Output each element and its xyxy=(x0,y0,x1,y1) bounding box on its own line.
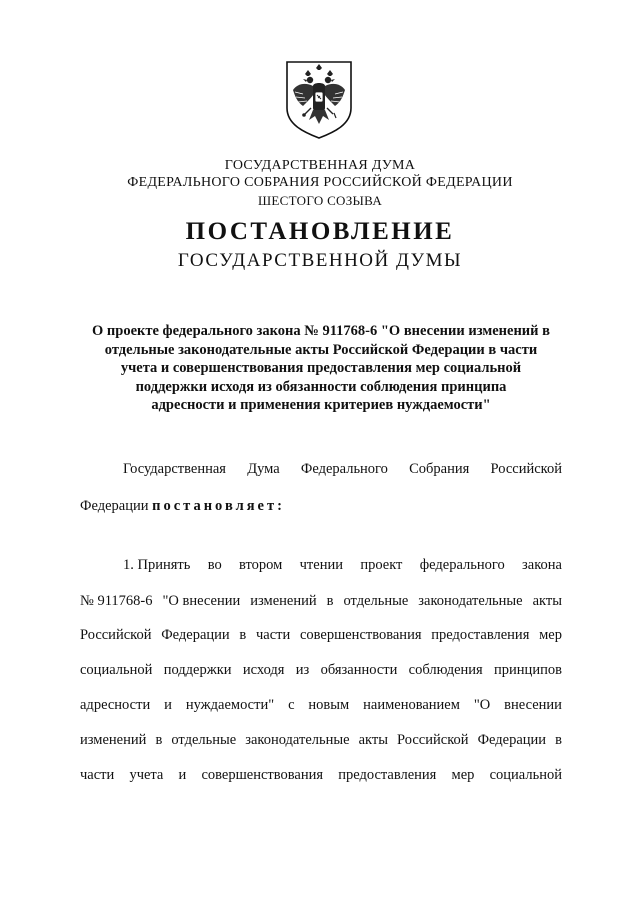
word: Российской xyxy=(397,732,469,748)
word: Федерации xyxy=(477,732,547,748)
word: во xyxy=(207,557,222,573)
word: в xyxy=(326,593,334,609)
paragraph-line xyxy=(80,556,562,574)
document-title: ПОСТАНОВЛЕНИЕ xyxy=(185,218,455,245)
word: проект xyxy=(360,557,403,573)
word: совершенствования xyxy=(201,767,324,783)
word: нуждаемости" xyxy=(185,697,275,713)
paragraph-line xyxy=(80,592,562,610)
word: учета xyxy=(129,767,164,783)
preamble-word: Дума xyxy=(247,461,280,477)
preamble-word: Российской xyxy=(490,461,562,477)
word: принципов xyxy=(494,662,562,678)
word: социальной xyxy=(489,767,562,783)
word: наименованием xyxy=(363,697,460,713)
word: соблюдения xyxy=(408,662,483,678)
word: федерального xyxy=(419,557,505,573)
word: в xyxy=(239,627,247,643)
word: предоставления xyxy=(431,627,530,643)
word: законодательные xyxy=(418,593,523,609)
document-subject xyxy=(80,322,562,415)
preamble-line-2 xyxy=(80,497,562,515)
preamble-word: Федерального xyxy=(300,461,388,477)
word: новым xyxy=(308,697,350,713)
word: совершенствования xyxy=(299,627,422,643)
word: втором xyxy=(239,557,283,573)
preamble-verb: постановляет: xyxy=(152,498,285,514)
word: социальной xyxy=(80,662,153,678)
word: и xyxy=(178,767,187,783)
word: 1. Принять xyxy=(123,557,191,573)
word: из xyxy=(295,662,310,678)
word: закона xyxy=(522,557,562,573)
paragraph-line xyxy=(80,626,562,644)
paragraph-line xyxy=(80,731,562,749)
word: поддержки xyxy=(163,662,232,678)
word: акты xyxy=(532,593,562,609)
word: законодательные xyxy=(245,732,350,748)
word: чтении xyxy=(299,557,343,573)
subject-line: О проекте федерального закона № 911768-6 "О внесении изменений в xyxy=(92,323,550,339)
word: внесении xyxy=(504,697,562,713)
paragraph-line xyxy=(80,696,562,714)
word: мер xyxy=(451,767,475,783)
word: в xyxy=(155,732,163,748)
preamble-word: Собрания xyxy=(409,461,470,477)
word: с xyxy=(288,697,295,713)
paragraph-line xyxy=(80,661,562,679)
word: "О xyxy=(473,697,491,713)
word: исходя xyxy=(242,662,285,678)
word: адресности xyxy=(80,697,151,713)
word: и xyxy=(164,697,172,713)
word: № 911768-6 xyxy=(80,593,153,609)
document-subtitle: ГОСУДАРСТВЕННОЙ ДУМЫ xyxy=(177,250,463,271)
word: мер xyxy=(539,627,562,643)
word: Федерации xyxy=(161,627,230,643)
subject-line: поддержки исходя из обязанности соблюдения принципа xyxy=(135,378,507,395)
paragraph-line xyxy=(80,766,562,784)
word: предоставления xyxy=(338,767,437,783)
subject-line: учета и совершенствования предоставления мер социальной xyxy=(120,360,522,376)
preamble-line-1 xyxy=(80,460,562,478)
subject-line: отдельные законодательные акты Российской Федерации в части xyxy=(104,341,538,358)
issuer-line-3: ШЕСТОГО СОЗЫВА xyxy=(257,193,383,208)
coat-of-arms-icon xyxy=(283,58,355,140)
word: отдельные xyxy=(171,732,237,748)
word: акты xyxy=(358,732,388,748)
word: отдельные xyxy=(343,593,409,609)
word: изменений xyxy=(80,732,147,748)
word: части xyxy=(80,767,115,783)
word: части xyxy=(255,627,291,643)
subject-line: адресности и применения критериев нуждаемости" xyxy=(151,397,491,413)
issuer-line-1: ГОСУДАРСТВЕННАЯ ДУМА xyxy=(224,158,416,173)
word: изменений xyxy=(250,593,317,609)
preamble-word: Государственная xyxy=(123,461,226,477)
word: "О внесении xyxy=(162,593,241,609)
word: в xyxy=(555,732,562,748)
word: Российской xyxy=(80,627,152,643)
word: обязанности xyxy=(320,662,398,678)
issuer-line-2: ФЕДЕРАЛЬНОГО СОБРАНИЯ РОССИЙСКОЙ ФЕДЕРАЦИИ xyxy=(127,175,513,190)
preamble-prefix: Федерации xyxy=(80,498,149,514)
